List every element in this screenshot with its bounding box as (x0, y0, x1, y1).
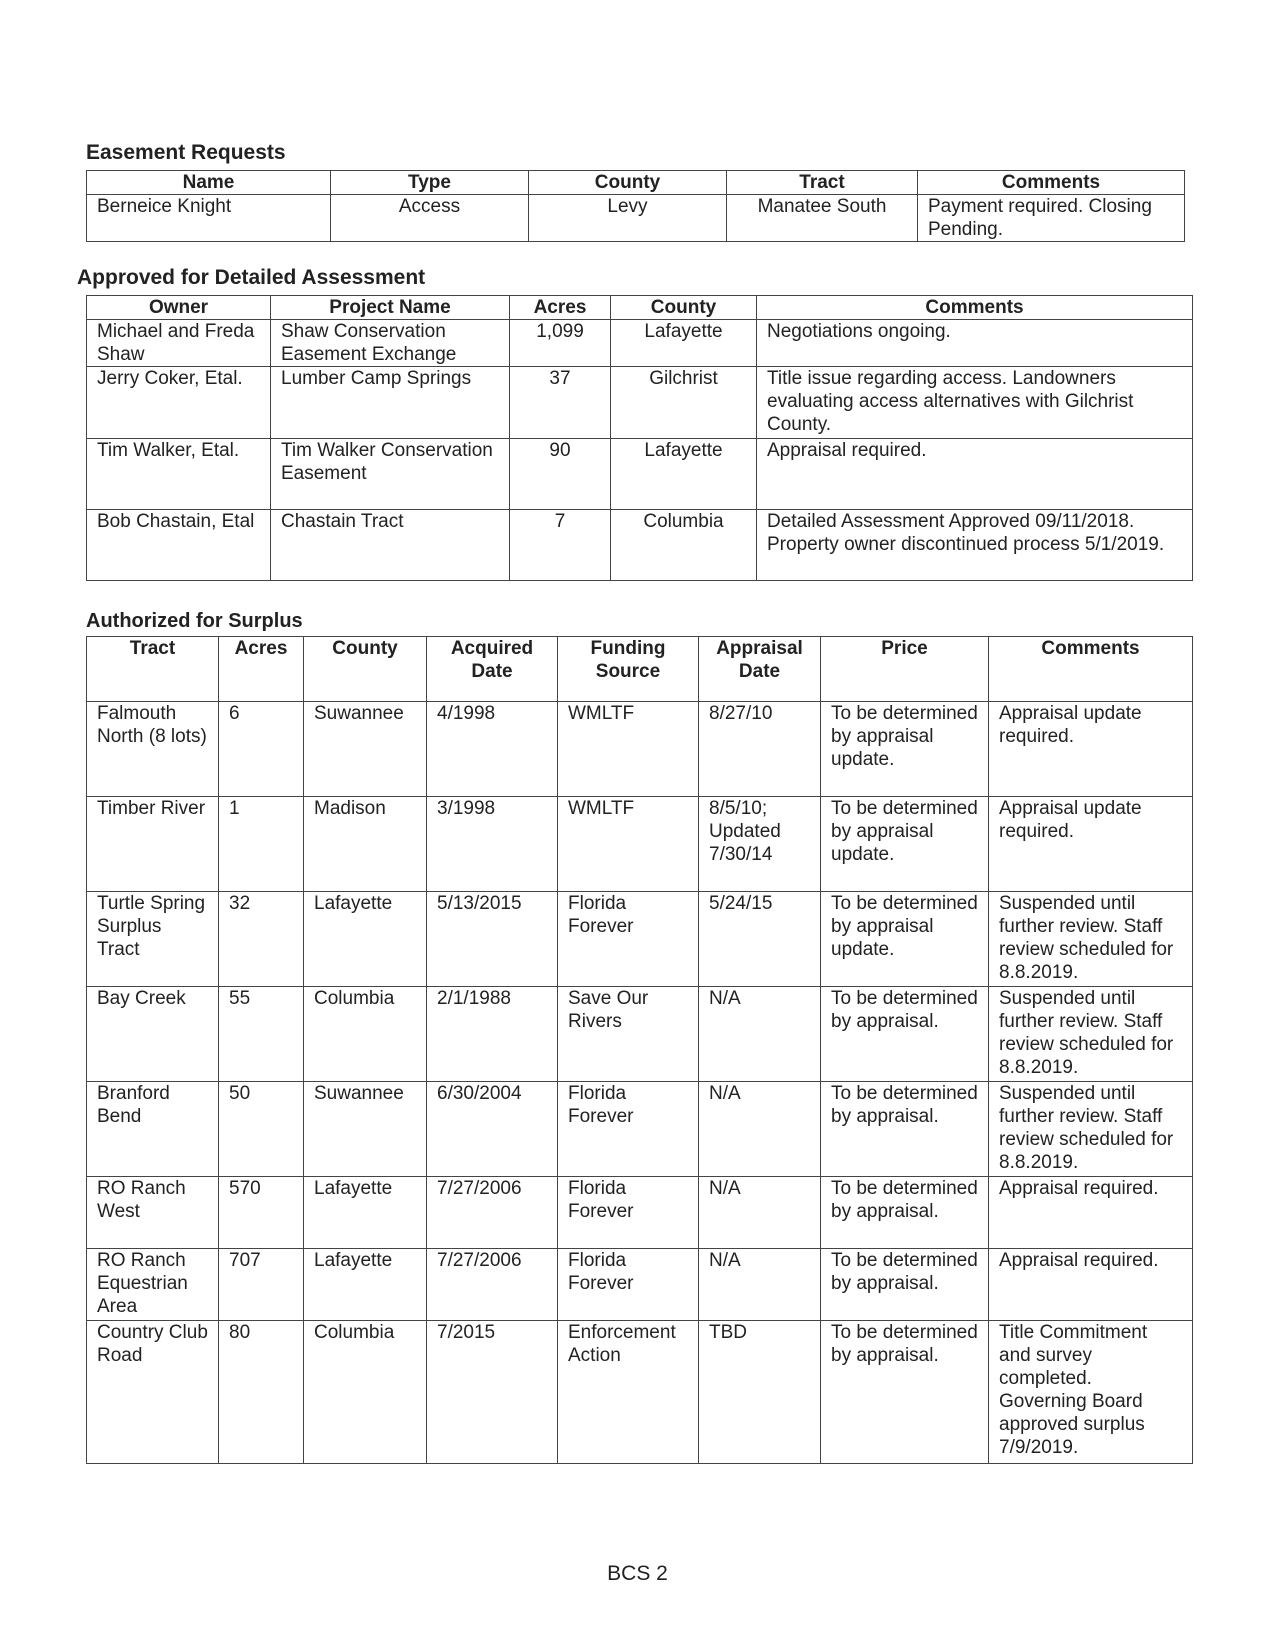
table-cell: Lafayette (611, 439, 757, 510)
table-cell: Suspended until further review. Staff review scheduled for 8.8.2019. (989, 1082, 1193, 1177)
table-cell: Suspended until further review. Staff review scheduled for 8.8.2019. (989, 892, 1193, 987)
table-cell: Country Club Road (87, 1321, 219, 1464)
table-row (87, 1249, 1193, 1321)
table-header-row (87, 171, 1185, 195)
table-row (87, 367, 1193, 439)
column-header: Appraisal Date (699, 637, 821, 702)
table-cell: N/A (699, 1082, 821, 1177)
table-cell: Suspended until further review. Staff review scheduled for 8.8.2019. (989, 987, 1193, 1082)
table-cell: TBD (699, 1321, 821, 1464)
table-cell: 6/30/2004 (427, 1082, 558, 1177)
table-cell: 55 (219, 987, 304, 1082)
table-cell: 570 (219, 1177, 304, 1249)
table-cell: Appraisal update required. (989, 702, 1193, 797)
table-cell: To be determined by appraisal update. (821, 702, 989, 797)
table-cell: 32 (219, 892, 304, 987)
table-row (87, 195, 1185, 242)
table-cell: To be determined by appraisal. (821, 1082, 989, 1177)
easement-title: Easement Requests (86, 141, 286, 164)
table-cell: 707 (219, 1249, 304, 1321)
table-cell: N/A (699, 1177, 821, 1249)
surplus-table (86, 636, 1193, 1464)
column-header: County (304, 637, 427, 702)
table-cell: 3/1998 (427, 797, 558, 892)
table-row (87, 987, 1193, 1082)
table-cell: Shaw Conservation Easement Exchange (271, 320, 510, 367)
table-cell: Payment required. Closing Pending. (918, 195, 1185, 242)
table-cell: To be determined by appraisal. (821, 1321, 989, 1464)
table-cell: 50 (219, 1082, 304, 1177)
table-cell: RO Ranch Equestrian Area (87, 1249, 219, 1321)
column-header: Acquired Date (427, 637, 558, 702)
table-cell: Manatee South (727, 195, 918, 242)
table-cell: 90 (510, 439, 611, 510)
table-cell: 8/27/10 (699, 702, 821, 797)
table-cell: Lafayette (304, 1177, 427, 1249)
table-cell: Lafayette (304, 1249, 427, 1321)
column-header: Type (331, 171, 529, 195)
assessment-title: Approved for Detailed Assessment (77, 266, 426, 289)
table-cell: N/A (699, 1249, 821, 1321)
table-cell: Appraisal required. (757, 439, 1193, 510)
table-cell: 2/1/1988 (427, 987, 558, 1082)
table-cell: 4/1998 (427, 702, 558, 797)
table-cell: 5/24/15 (699, 892, 821, 987)
column-header: County (611, 296, 757, 320)
surplus-title: Authorized for Surplus (86, 610, 303, 632)
column-header: Tract (727, 171, 918, 195)
column-header: County (529, 171, 727, 195)
table-cell: To be determined by appraisal. (821, 1249, 989, 1321)
column-header: Comments (918, 171, 1185, 195)
table-cell: Access (331, 195, 529, 242)
column-header: Comments (989, 637, 1193, 702)
table-header-row (87, 296, 1193, 320)
table-row (87, 892, 1193, 987)
table-cell: Berneice Knight (87, 195, 331, 242)
table-row (87, 510, 1193, 581)
table-cell: 6 (219, 702, 304, 797)
table-cell: 7/27/2006 (427, 1249, 558, 1321)
table-cell: 1 (219, 797, 304, 892)
table-cell: Chastain Tract (271, 510, 510, 581)
table-cell: 5/13/2015 (427, 892, 558, 987)
table-cell: Detailed Assessment Approved 09/11/2018. Property owner discontinued process 5/1/2019. (757, 510, 1193, 581)
table-cell: Tim Walker, Etal. (87, 439, 271, 510)
table-cell: Gilchrist (611, 367, 757, 439)
table-cell: Florida Forever (558, 1177, 699, 1249)
table-cell: 37 (510, 367, 611, 439)
table-row (87, 1177, 1193, 1249)
table-row (87, 1082, 1193, 1177)
table-cell: Jerry Coker, Etal. (87, 367, 271, 439)
column-header: Owner (87, 296, 271, 320)
table-cell: Negotiations ongoing. (757, 320, 1193, 367)
table-cell: Lafayette (611, 320, 757, 367)
table-cell: Lafayette (304, 892, 427, 987)
column-header: Funding Source (558, 637, 699, 702)
table-cell: 80 (219, 1321, 304, 1464)
table-cell: Bob Chastain, Etal (87, 510, 271, 581)
table-cell: Appraisal required. (989, 1177, 1193, 1249)
table-cell: Levy (529, 195, 727, 242)
table-cell: Timber River (87, 797, 219, 892)
table-cell: Bay Creek (87, 987, 219, 1082)
table-header-row (87, 637, 1193, 702)
table-cell: Appraisal required. (989, 1249, 1193, 1321)
table-cell: 8/5/10; Updated 7/30/14 (699, 797, 821, 892)
table-row (87, 702, 1193, 797)
column-header: Name (87, 171, 331, 195)
column-header: Acres (219, 637, 304, 702)
table-cell: Florida Forever (558, 1082, 699, 1177)
table-row (87, 797, 1193, 892)
table-cell: To be determined by appraisal update. (821, 797, 989, 892)
table-cell: Tim Walker Conservation Easement (271, 439, 510, 510)
table-cell: Turtle Spring Surplus Tract (87, 892, 219, 987)
table-cell: Columbia (304, 987, 427, 1082)
table-cell: 7/2015 (427, 1321, 558, 1464)
table-row (87, 439, 1193, 510)
table-cell: Title issue regarding access. Landowners evaluating access alternatives with Gilchrist County. (757, 367, 1193, 439)
table-cell: Florida Forever (558, 892, 699, 987)
table-cell: 7/27/2006 (427, 1177, 558, 1249)
column-header: Acres (510, 296, 611, 320)
table-cell: N/A (699, 987, 821, 1082)
table-cell: Branford Bend (87, 1082, 219, 1177)
table-cell: Michael and Freda Shaw (87, 320, 271, 367)
table-cell: Suwannee (304, 702, 427, 797)
table-cell: 7 (510, 510, 611, 581)
table-cell: WMLTF (558, 797, 699, 892)
table-cell: Save Our Rivers (558, 987, 699, 1082)
easement-table (86, 170, 1185, 242)
table-cell: To be determined by appraisal. (821, 1177, 989, 1249)
table-cell: Florida Forever (558, 1249, 699, 1321)
table-cell: Appraisal update required. (989, 797, 1193, 892)
table-cell: Suwannee (304, 1082, 427, 1177)
column-header: Project Name (271, 296, 510, 320)
table-cell: Title Commitment and survey completed. Governing Board approved surplus 7/9/2019. (989, 1321, 1193, 1464)
table-cell: RO Ranch West (87, 1177, 219, 1249)
table-cell: Lumber Camp Springs (271, 367, 510, 439)
column-header: Tract (87, 637, 219, 702)
table-cell: Columbia (304, 1321, 427, 1464)
table-cell: Enforcement Action (558, 1321, 699, 1464)
page-number: BCS 2 (607, 1562, 668, 1585)
table-cell: 1,099 (510, 320, 611, 367)
table-row (87, 320, 1193, 367)
column-header: Price (821, 637, 989, 702)
column-header: Comments (757, 296, 1193, 320)
table-cell: WMLTF (558, 702, 699, 797)
table-row (87, 1321, 1193, 1464)
table-cell: To be determined by appraisal. (821, 987, 989, 1082)
table-cell: Columbia (611, 510, 757, 581)
table-cell: To be determined by appraisal update. (821, 892, 989, 987)
table-cell: Falmouth North (8 lots) (87, 702, 219, 797)
assessment-table (86, 295, 1193, 581)
table-cell: Madison (304, 797, 427, 892)
